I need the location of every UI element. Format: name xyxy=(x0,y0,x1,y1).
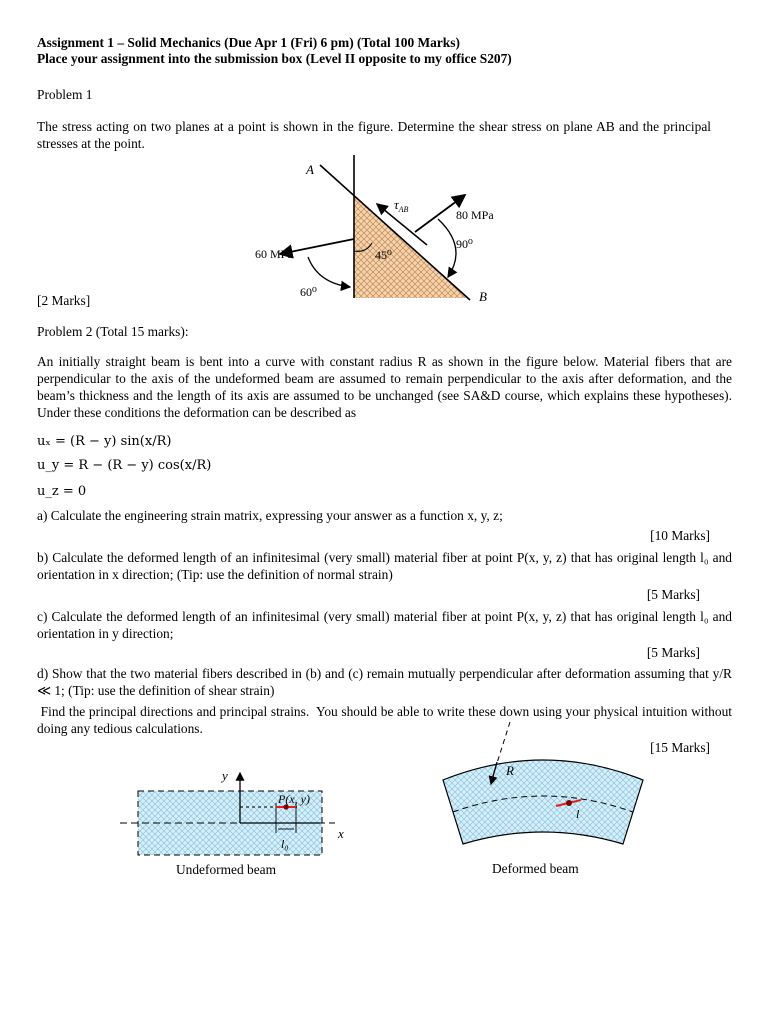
label-p: P(x, y) xyxy=(278,792,310,806)
arc-90 xyxy=(438,219,456,277)
equation-uz: u_z = 0 xyxy=(37,484,87,499)
deformed-beam-figure xyxy=(425,720,655,860)
label-tau: $\tau_{AB}$ xyxy=(394,197,409,214)
label-b: B xyxy=(479,289,487,304)
label-l0: l₀ xyxy=(281,837,289,851)
point-deformed xyxy=(566,800,572,806)
part-a: a) Calculate the engineering strain matrix, expressing your answer as a function x, y, z; xyxy=(37,508,503,523)
label-x: x xyxy=(338,826,344,841)
part-b: b) Calculate the deformed length of an infinitesimal (very small) material fiber at point P(x, y, z) that has original length l₀ and orientation in x direction; (Tip: use the definition of normal strain) xyxy=(37,550,732,582)
label-l: l xyxy=(576,807,580,821)
equation-ux: uₓ = (R − y) sin(x/R) xyxy=(37,434,172,449)
part-d: d) Show that the two material fibers described in (b) and (c) remain mutually perpendicular after deformation assuming that y/R ≪ 1; (Tip: use the definition of shear strain) xyxy=(37,666,732,698)
label-90deg: 90⁰ xyxy=(456,237,473,251)
submission-note: Place your assignment into the submission box (Level II opposite to my office S207) xyxy=(37,51,512,66)
marks-d: [15 Marks] xyxy=(650,740,710,755)
problem1-text: The stress acting on two planes at a point is shown in the figure. Determine the shear stress on plane AB and the principal stresses at the point. xyxy=(37,119,711,151)
assignment-title: Assignment 1 – Solid Mechanics (Due Apr 1 (Fri) 6 pm) (Total 100 Marks) xyxy=(37,35,460,50)
problem2-title: Problem 2 (Total 15 marks): xyxy=(37,324,189,339)
marks-b: [5 Marks] xyxy=(646,587,700,602)
caption-undeformed: Undeformed beam xyxy=(176,862,277,877)
label-60deg: 60⁰ xyxy=(300,285,317,299)
problem1-title: Problem 1 xyxy=(37,87,93,102)
label-45deg: 45⁰ xyxy=(375,248,392,262)
part-e: Find the principal directions and principal strains. You should be able to write these down using your physical intuition without doing any tedious calculations. xyxy=(37,704,736,736)
stress-element-figure xyxy=(250,155,520,310)
label-60mpa: 60 MPa xyxy=(255,247,293,261)
label-a: A xyxy=(306,162,314,177)
marks-a: [10 Marks] xyxy=(650,528,710,543)
problem1-marks: [2 Marks] xyxy=(37,293,91,308)
arc-60 xyxy=(308,257,350,287)
problem2-text: An initially straight beam is bent into a curve with constant radius R as shown in the figure below. Material fibers that are perpendicular to the axis of the undeformed beam are assumed to remain perpendicular to the axis after deformation, and the beam’s thickness and the length of its axis are assumed to be unchanged (see SA&D course, which explains these hypotheses). Under these conditions the deformation can be described as xyxy=(37,354,732,420)
deformed-beam xyxy=(443,760,643,844)
label-r: R xyxy=(506,763,514,778)
caption-deformed: Deformed beam xyxy=(492,861,579,876)
marks-c: [5 Marks] xyxy=(646,645,700,660)
part-c: c) Calculate the deformed length of an infinitesimal (very small) material fiber at point P(x, y, z) that has original length l₀ and orientation in y direction; xyxy=(37,609,732,641)
label-y: y xyxy=(222,768,228,783)
label-80mpa: 80 MPa xyxy=(456,208,494,222)
equation-uy: u_y = R − (R − y) cos(x/R) xyxy=(37,458,212,473)
